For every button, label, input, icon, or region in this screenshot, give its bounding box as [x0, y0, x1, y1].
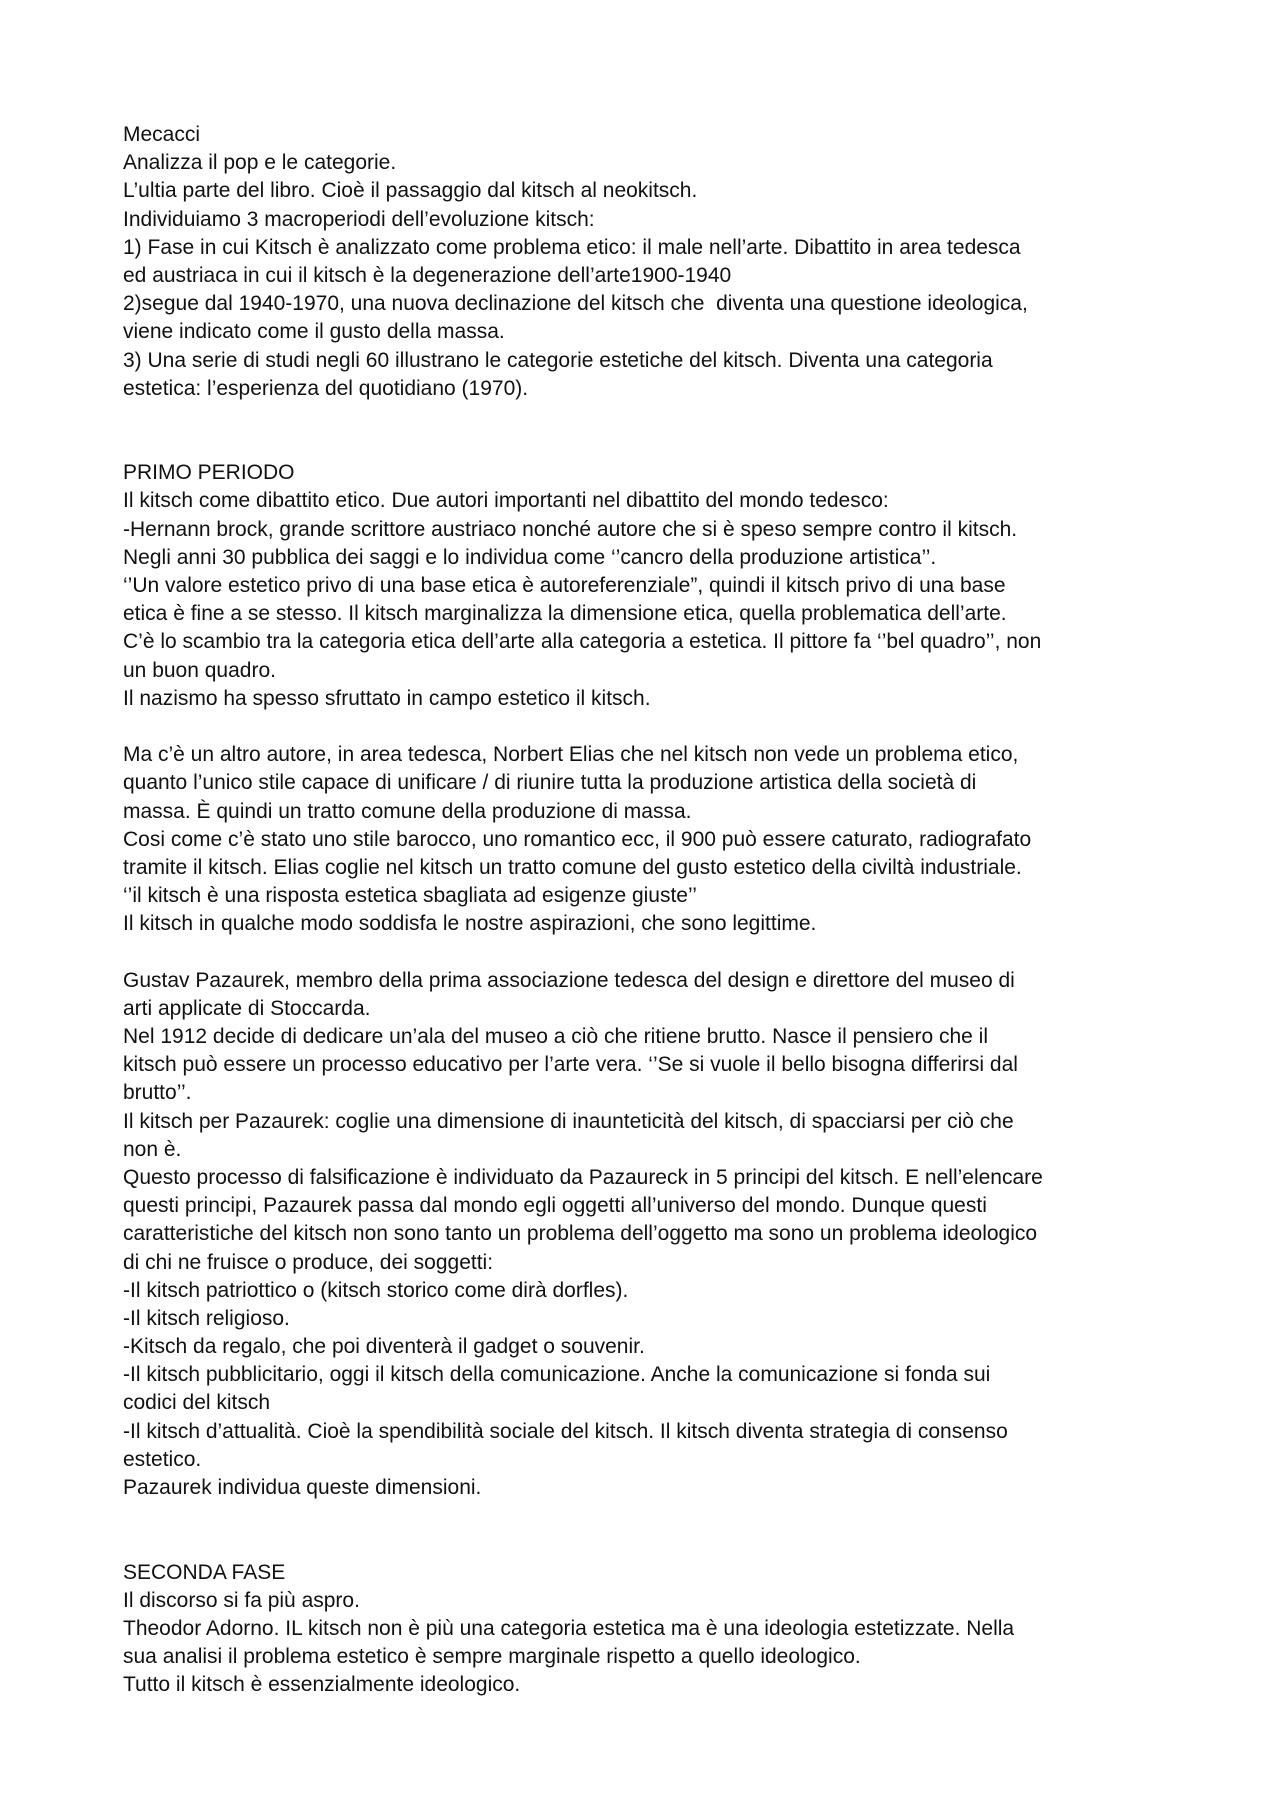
text-line: Tutto il kitsch è essenzialmente ideologico.	[123, 1673, 521, 1697]
text-line: Questo processo di falsificazione è individuato da Pazaureck in 5 principi del kitsch. E nell’elencare	[123, 1165, 1043, 1189]
text-line: Individuiamo 3 macroperiodi dell’evoluzione kitsch:	[123, 207, 595, 231]
text-line: caratteristiche del kitsch non sono tanto un problema dell’oggetto ma sono un problema ideologico	[123, 1222, 1038, 1246]
text-line: -Il kitsch pubblicitario, oggi il kitsch della comunicazione. Anche la comunicazione si fonda sui	[123, 1363, 991, 1387]
section-heading: PRIMO PERIODO	[123, 461, 295, 485]
text-line: viene indicato come il gusto della massa.	[123, 320, 505, 344]
blank-line	[123, 1530, 1183, 1558]
text-line: Negli anni 30 pubblica dei saggi e lo individua come ‘’cancro della produzione artistica’’.	[123, 545, 937, 569]
text-line: codici del kitsch	[123, 1391, 271, 1415]
text-line: 2)segue dal 1940-1970, una nuova declinazione del kitsch che diventa una questione ideologica,	[123, 292, 1028, 316]
text-line: Il discorso si fa più aspro.	[123, 1588, 360, 1612]
document-page	[123, 121, 1183, 1700]
text-line: -Il kitsch d’attualità. Cioè la spendibilità sociale del kitsch. Il kitsch diventa strategia di consenso	[123, 1419, 1008, 1443]
text-line: C’è lo scambio tra la categoria etica dell’arte alla categoria a estetica. Il pittore fa ‘’bel quadro’’, non	[123, 630, 1042, 654]
text-line: massa. È quindi un tratto comune della produzione di massa.	[123, 799, 692, 823]
text-line: questi principi, Pazaurek passa dal mondo egli oggetti all’universo del mondo. Dunque questi	[123, 1194, 987, 1218]
blank-line	[123, 403, 1183, 431]
text-line: ‘’il kitsch è una risposta estetica sbagliata ad esigenze giuste’’	[123, 884, 697, 908]
text-line: Theodor Adorno. IL kitsch non è più una categoria estetica ma è una ideologia estetizzate. Nella	[123, 1616, 1015, 1640]
blank-line	[123, 431, 1183, 459]
text-line: arti applicate di Stoccarda.	[123, 996, 371, 1020]
text-line: un buon quadro.	[123, 658, 276, 682]
text-line: -Kitsch da regalo, che poi diventerà il gadget o souvenir.	[123, 1335, 645, 1359]
text-line: Analizza il pop e le categorie.	[123, 151, 397, 175]
text-line: sua analisi il problema estetico è sempre marginale rispetto a quello ideologico.	[123, 1645, 861, 1669]
text-line: Il kitsch per Pazaurek: coglie una dimensione di inaunteticità del kitsch, di spacciarsi per ciò che	[123, 1109, 1014, 1133]
text-line: L’ultia parte del libro. Cioè il passaggio dal kitsch al neokitsch.	[123, 179, 698, 203]
text-line: Cosi come c’è stato uno stile barocco, uno romantico ecc, il 900 può essere caturato, radiografato	[123, 827, 1032, 851]
blank-line	[123, 1502, 1183, 1530]
text-line: estetica: l’esperienza del quotidiano (1970).	[123, 376, 529, 400]
text-line: kitsch può essere un processo educativo per l’arte vera. ‘’Se si vuole il bello bisogna differirsi dal	[123, 1053, 1018, 1077]
text-line: estetico.	[123, 1447, 202, 1471]
blank-line	[123, 713, 1183, 741]
text-line: -Il kitsch patriottico o (kitsch storico come dirà dorfles).	[123, 1278, 629, 1302]
text-line: Il nazismo ha spesso sfruttato in campo estetico il kitsch.	[123, 686, 651, 710]
text-line: Nel 1912 decide di dedicare un’ala del museo a ciò che ritiene brutto. Nasce il pensiero che il	[123, 1025, 989, 1048]
text-line: ed austriaca in cui il kitsch è la degenerazione dell’arte1900-1940	[123, 263, 732, 287]
text-line: -Hernann brock, grande scrittore austriaco nonché autore che si è speso sempre contro il kitsch.	[123, 517, 1018, 541]
text-line: brutto’’.	[123, 1081, 192, 1105]
text-line: non è.	[123, 1137, 182, 1161]
text-line: 1) Fase in cui Kitsch è analizzato come problema etico: il male nell’arte. Dibattito in area tedesca	[123, 235, 1021, 259]
text-line: 3) Una serie di studi negli 60 illustrano le categorie estetiche del kitsch. Diventa una categoria	[123, 348, 993, 372]
text-line: etica è fine a se stesso. Il kitsch marginalizza la dimensione etica, quella problematica dell’arte.	[123, 602, 1007, 626]
text-line: Il kitsch in qualche modo soddisfa le nostre aspirazioni, che sono legittime.	[123, 912, 817, 936]
text-line: tramite il kitsch. Elias coglie nel kitsch un tratto comune del gusto estetico della civiltà industriale.	[123, 855, 1022, 879]
text-line: Il kitsch come dibattito etico. Due autori importanti nel dibattito del mondo tedesco:	[123, 489, 889, 513]
section-heading: SECONDA FASE	[123, 1560, 286, 1584]
blank-line	[123, 938, 1183, 966]
text-line: ‘’Un valore estetico privo di una base etica è autoreferenziale”, quindi il kitsch privo di una base	[123, 574, 1006, 597]
text-line: di chi ne fruisce o produce, dei soggetti:	[123, 1250, 494, 1274]
text-line: Mecacci	[123, 123, 201, 146]
text-line: quanto l’unico stile capace di unificare / di riunire tutta la produzione artistica della società di	[123, 771, 977, 795]
text-line: Ma c’è un altro autore, in area tedesca, Norbert Elias che nel kitsch non vede un problema etico,	[123, 743, 1019, 767]
text-line: -Il kitsch religioso.	[123, 1306, 290, 1330]
text-line: Gustav Pazaurek, membro della prima associazione tedesca del design e direttore del museo di	[123, 968, 1015, 992]
text-line: Pazaurek individua queste dimensioni.	[123, 1476, 482, 1499]
